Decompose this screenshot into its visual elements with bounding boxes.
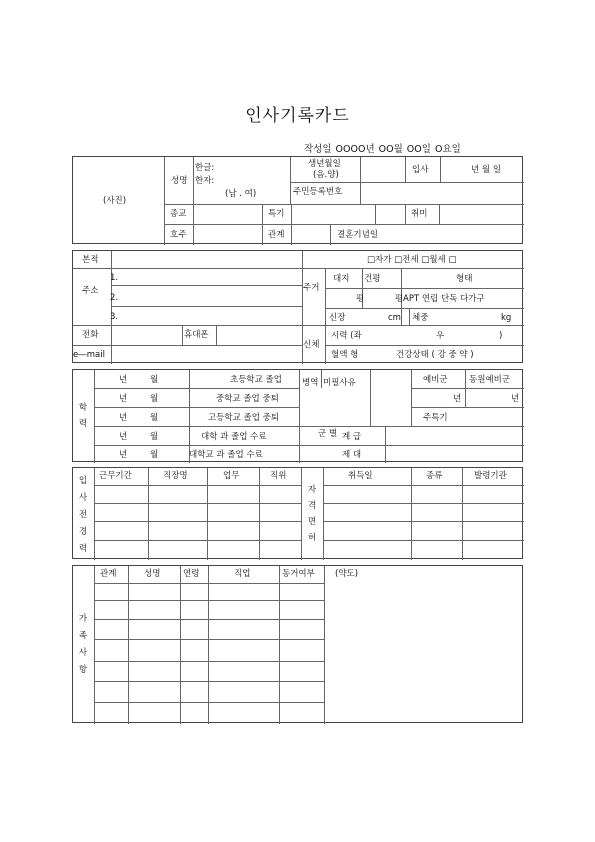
hangul-label: 한글:: [195, 163, 215, 173]
mobilize-year: 년: [511, 394, 520, 404]
family-header-job: 직업: [234, 569, 251, 579]
career-label: 입 사 전 경 력: [78, 476, 88, 554]
mobilize-label: 동원예비군: [469, 375, 511, 385]
education-label: 학 력: [78, 403, 88, 429]
rank-label: 계 급: [342, 432, 362, 442]
rrn-label: 주민등록번호: [293, 187, 343, 197]
phone-label: 전화: [82, 330, 99, 340]
domicile-label: 본적: [82, 255, 99, 265]
edu-row-2-year: 년: [119, 394, 128, 404]
birth-label: 생년월일: [308, 159, 341, 169]
eyesight-close: ): [499, 331, 503, 341]
branch-label: 군 별: [318, 429, 338, 439]
email-label: e―mail: [73, 350, 105, 360]
join-date: 년 월 일: [471, 165, 502, 175]
career-header-period: 근무기간: [99, 471, 132, 481]
edu-row-3-month: 월: [150, 413, 159, 423]
discharge-label: 제 대: [342, 450, 362, 460]
building-label: 건평: [364, 274, 381, 284]
health-label: 건강상태 ( 강 중 약 ): [396, 350, 474, 360]
lunar-label: (음.양): [313, 170, 339, 180]
education-military-section: [72, 369, 523, 462]
family-section: [72, 565, 523, 723]
address-section: [72, 250, 523, 363]
eyesight-right: 우: [436, 331, 445, 341]
mobile-label: 휴대폰: [184, 330, 209, 340]
career-header-company: 직장명: [163, 471, 188, 481]
edu-row-2-month: 월: [150, 394, 159, 404]
exempt-label: 미필사유: [323, 378, 356, 388]
career-header-task: 업무: [223, 471, 240, 481]
name-label: 성명: [171, 176, 188, 186]
family-label: 가 족 사 항: [78, 614, 88, 675]
land-pyeong: 평: [356, 294, 365, 304]
talent-label: 특기: [268, 209, 285, 219]
join-label: 입사: [412, 165, 429, 175]
edu-row-5-school: 대학교 과 졸업 수료: [189, 450, 263, 460]
date-line: 작성일 OOOO년 OO월 OO일 O요일: [304, 144, 461, 155]
type-label: 형태: [456, 274, 473, 284]
license-label: 자 격 면 허: [307, 485, 317, 543]
page-title: 인사기록카드: [245, 106, 350, 126]
reserve-year: 년: [453, 394, 462, 404]
family-header-age: 연령: [183, 569, 200, 579]
personal-info-section: [72, 156, 523, 244]
wedding-label: 결혼기념일: [337, 230, 379, 240]
family-header-name: 성명: [144, 569, 161, 579]
cm-unit: cm: [388, 313, 401, 323]
license-header-issuer: 발령기관: [474, 471, 507, 481]
address-label: 주소: [82, 286, 99, 296]
specialty-label: 주특기: [423, 413, 448, 423]
eyesight-label: 시력 (좌: [331, 331, 362, 341]
address-line-1: 1.: [110, 273, 119, 283]
edu-row-5-year: 년: [119, 450, 128, 460]
address-line-3: 3.: [110, 312, 119, 322]
house-types: APT 연립 단독 다가구: [403, 294, 485, 304]
edu-row-1-year: 년: [119, 375, 128, 385]
edu-row-3-year: 년: [119, 413, 128, 423]
housing-options: □자가 □전세 □월세 □: [367, 255, 457, 265]
body-label: 신체: [303, 340, 320, 350]
hobby-label: 취미: [411, 209, 428, 219]
license-header-date: 취득일: [348, 471, 373, 481]
edu-row-1-school: 초등학교 졸업: [230, 375, 282, 385]
photo-label: (사진): [103, 196, 127, 206]
housing-label: 주거: [303, 283, 320, 293]
building-pyeong: 평: [395, 294, 404, 304]
edu-row-1-month: 월: [150, 375, 159, 385]
land-label: 대지: [333, 274, 350, 284]
career-license-section: [72, 467, 523, 559]
military-label: 병역: [302, 378, 319, 388]
head-label: 호주: [170, 230, 187, 240]
relation-label: 관계: [268, 230, 285, 240]
family-header-relation: 관계: [100, 569, 117, 579]
reserve-label: 예비군: [423, 375, 448, 385]
weight-label: 체중: [412, 313, 429, 323]
edu-row-4-school: 대학 과 졸업 수료: [201, 432, 267, 442]
hanja-label: 한자:: [195, 176, 215, 186]
edu-row-4-year: 년: [119, 432, 128, 442]
license-header-type: 종류: [426, 471, 443, 481]
blood-label: 혈액 형: [331, 350, 359, 360]
kg-unit: kg: [501, 313, 512, 323]
gender-label: (남 . 여): [225, 189, 257, 199]
edu-row-4-month: 월: [150, 432, 159, 442]
address-line-2: 2.: [110, 293, 119, 303]
career-header-position: 직위: [270, 471, 287, 481]
edu-row-5-month: 월: [150, 450, 159, 460]
height-label: 신장: [329, 313, 346, 323]
family-header-cohabit: 동거여부: [282, 569, 315, 579]
sketch-map-label: (약도): [335, 569, 359, 579]
religion-label: 종교: [170, 209, 187, 219]
edu-row-2-school: 중학교 졸업 중퇴: [216, 394, 279, 404]
edu-row-3-school: 고등학교 졸업 중퇴: [208, 413, 280, 423]
